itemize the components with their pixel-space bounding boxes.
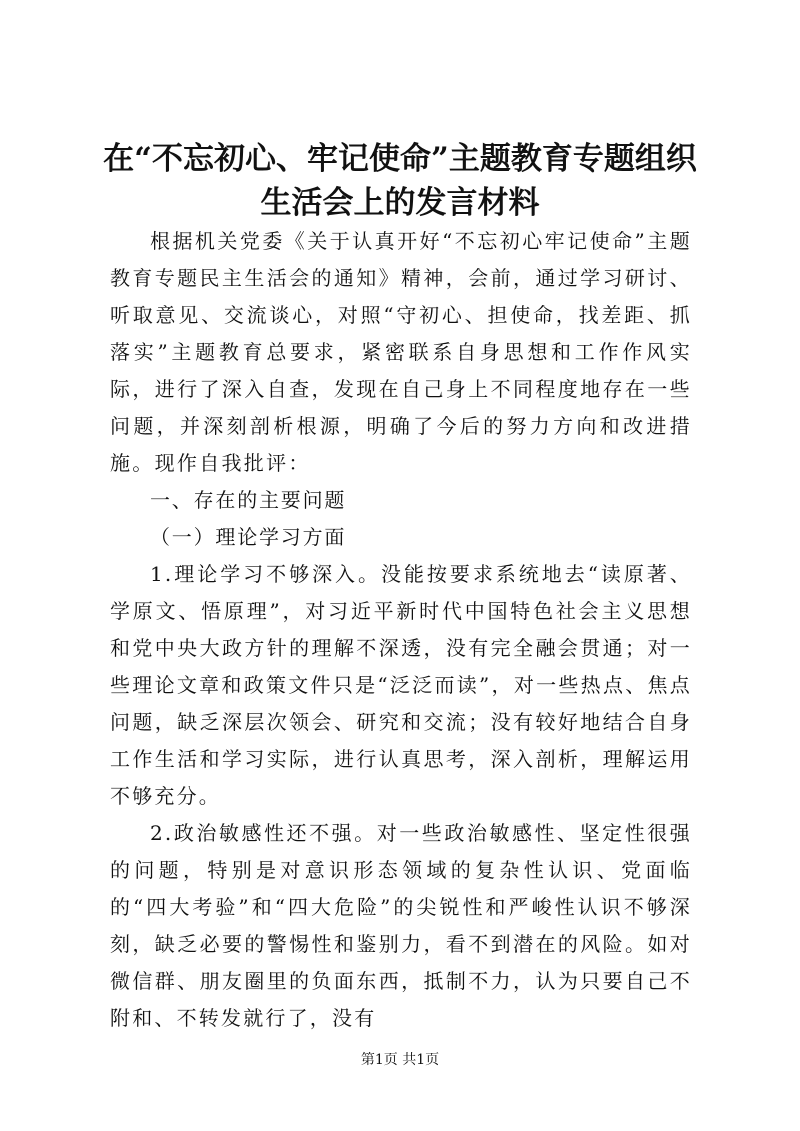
intro-paragraph: 根据机关党委《关于认真开好“不忘初心牢记使命”主题教育专题民主生活会的通知》精神，会前，通过学习研讨、听取意见、交流谈心，对照“守初心、担使命，找差距、抓落实”主题教育总要求，紧密联系自身思想和工作作风实际，进行了深入自查，发现在自己身上不同程度地存在一些问题，并深刻剖析根源，明确了今后的努力方向和改进措施。现作自我批评： [110, 229, 692, 475]
section-heading: 一、存在的主要问题 [150, 488, 347, 512]
document-title-line-1: 在“不忘初心、牢记使命”主题教育专题组织 [103, 141, 697, 177]
body-paragraph-2: 2.政治敏感性还不强。对一些政治敏感性、坚定性很强的问题，特别是对意识形态领域的复杂性认识、党面临的“四大考验”和“四大危险”的尖锐性和严峻性认识不够深刻，缺乏必要的警惕性和鉴别力，看不到潜在的风险。如对微信群、朋友圈里的负面东西，抵制不力，认为只要自己不附和、不转发就行了，没有 [110, 821, 692, 1030]
subsection-heading: （一）理论学习方面 [150, 525, 347, 549]
page-footer: 第1页 共1页 [360, 1052, 440, 1068]
body-paragraph-1: 1.理论学习不够深入。没能按要求系统地去“读原著、学原文、悟原理”，对习近平新时代中国特色社会主义思想和党中央大政方针的理解不深透，没有完全融会贯通；对一些理论文章和政策文件只是“泛泛而读”，对一些热点、焦点问题，缺乏深层次领会、研究和交流；没有较好地结合自身工作生活和学习实际，进行认真思考，深入剖析，理解运用不够充分。 [110, 562, 692, 808]
document-title-line-2: 生活会上的发言材料 [260, 185, 540, 221]
document-body [110, 223, 692, 1037]
